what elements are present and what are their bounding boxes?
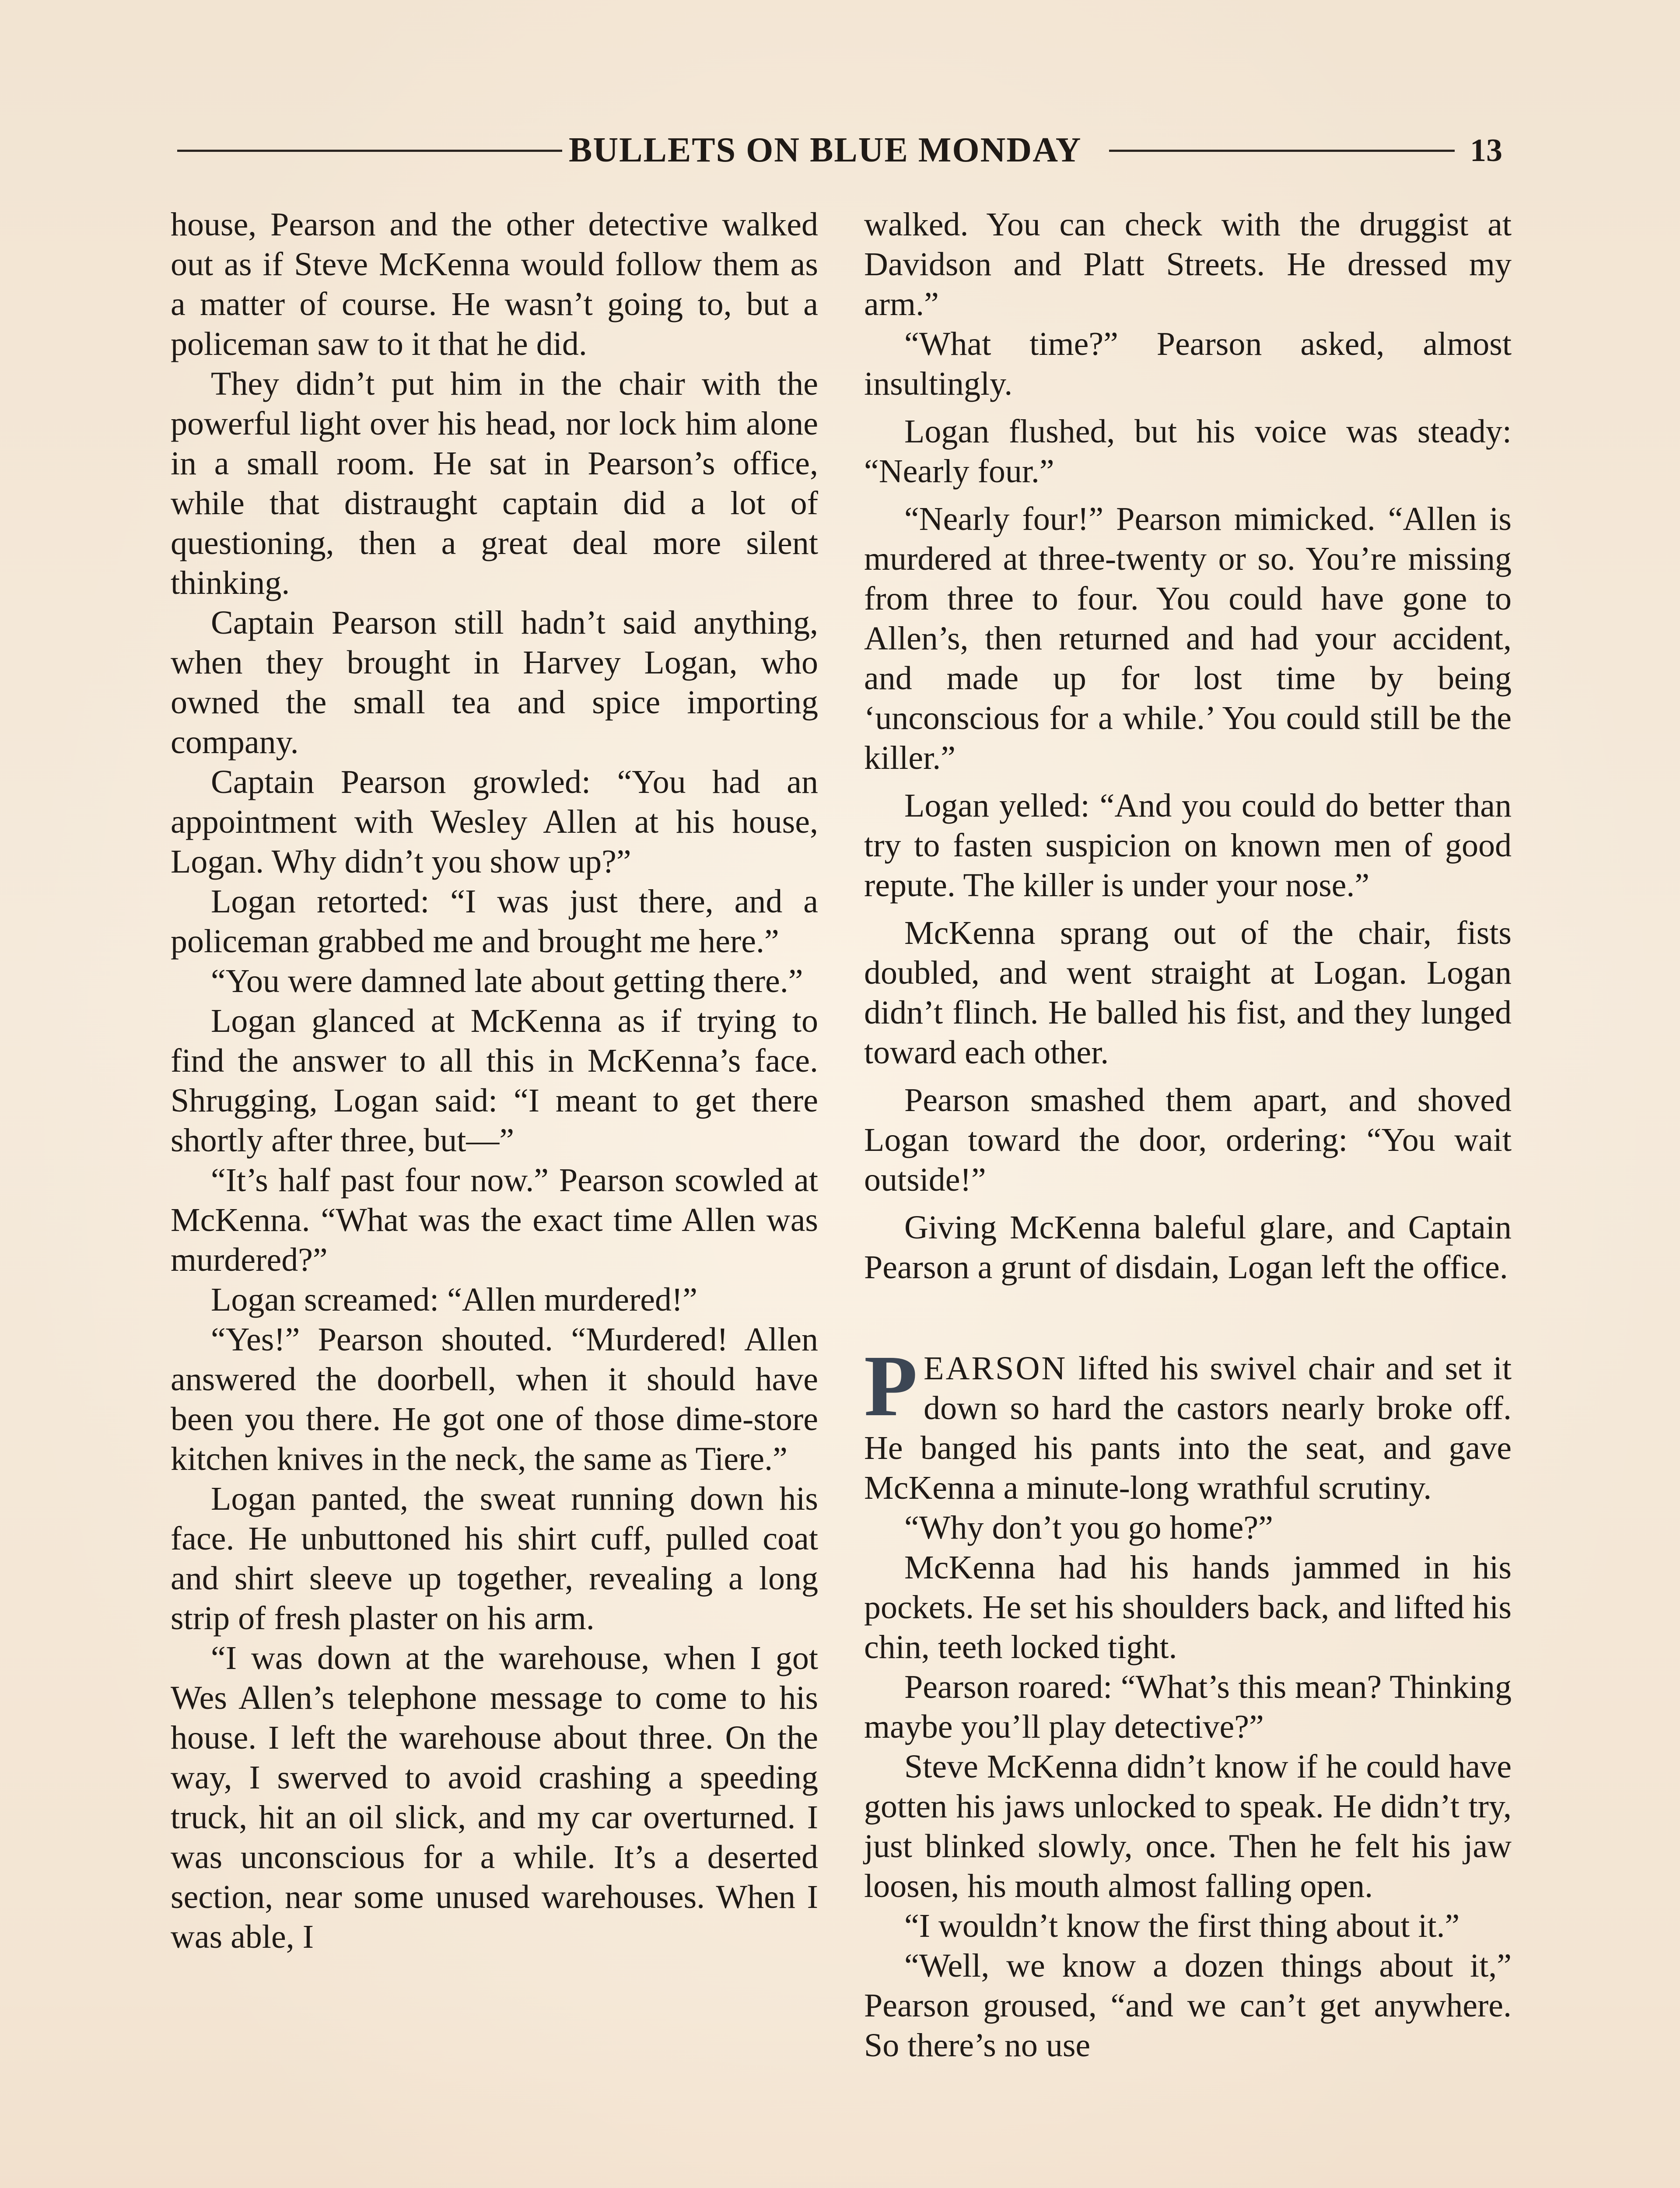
paragraph: “What time?” Pearson asked, almost insultingly. xyxy=(864,326,1512,402)
paragraph: Logan screamed: “Allen murdered!” xyxy=(211,1281,698,1318)
left-column xyxy=(171,205,818,1957)
paragraph: Captain Pearson still hadn’t said anything, when they brought in Harvey Logan, who owned the small tea and spice importing company. xyxy=(171,604,818,761)
paragraph-text: lifted his swivel chair and set it down so hard the castors nearly broke off. He banged his pants into the seat, and gave McKenna a minute-long wrathful scrutiny. xyxy=(864,1350,1512,1506)
header-rule-left xyxy=(177,150,562,152)
paragraph: Logan flushed, but his voice was steady: “Nearly four.” xyxy=(864,413,1512,490)
paragraph: “You were damned late about getting there.” xyxy=(211,963,803,999)
paragraph: walked. You can check with the druggist at Davidson and Platt Streets. He dressed my arm.” xyxy=(864,206,1512,323)
right-column xyxy=(864,205,1512,2065)
paragraph: Logan panted, the sweat running down his face. He unbuttoned his shirt cuff, pulled coat and shirt sleeve up together, revealing a long strip of fresh plaster on his arm. xyxy=(171,1480,818,1637)
section-break xyxy=(864,1338,1512,1508)
paragraph: McKenna had his hands jammed in his pockets. He set his shoulders back, and lifted his chin, teeth locked tight. xyxy=(864,1549,1512,1666)
paragraph: “Yes!” Pearson shouted. “Murdered! Allen answered the doorbell, when it should have been you there. He got one of those dime-store kitchen knives in the neck, the same as Tiere.” xyxy=(171,1321,818,1477)
paragraph: Logan retorted: “I was just there, and a policeman grabbed me and brought me here.” xyxy=(171,883,818,960)
paragraph: “Why don’t you go home?” xyxy=(904,1509,1273,1546)
paragraph: “Nearly four!” Pearson mimicked. “Allen is murdered at three-twenty or so. You’re missing from three to four. You could have gone to Allen’s, then returned and had your accident, and made up for lost time by being ‘unconscious for a while.’ You could still be the killer.” xyxy=(864,501,1512,776)
paragraph: Giving McKenna baleful glare, and Captain Pearson a grunt of disdain, Logan left the office. xyxy=(864,1209,1512,1286)
paragraph: Pearson smashed them apart, and shoved Logan toward the door, ordering: “You wait outside!” xyxy=(864,1082,1512,1198)
running-header xyxy=(177,130,1516,170)
paragraph: They didn’t put him in the chair with the powerful light over his head, nor lock him alone in a small room. He sat in Pearson’s office, while that distraught captain did a lot of questioning, then a great deal more silent thinking. xyxy=(171,365,818,601)
paragraph: “It’s half past four now.” Pearson scowled at McKenna. “What was the exact time Allen was murdered?” xyxy=(171,1162,818,1278)
paragraph: McKenna sprang out of the chair, fists doubled, and went straight at Logan. Logan didn’t flinch. He balled his fist, and they lunged toward each other. xyxy=(864,915,1512,1071)
paragraph: “I was down at the warehouse, when I got Wes Allen’s telephone message to come to his house. I left the warehouse about three. On the way, I swerved to avoid crashing a speeding truck, hit an oil slick, and my car overturned. I was unconscious for a while. It’s a deserted section, near some unused warehouses. When I was able, I xyxy=(171,1640,818,1955)
section-opening-paragraph xyxy=(864,1338,1512,1508)
paragraph: Logan glanced at McKenna as if trying to find the answer to all this in McKenna’s face. Shrugging, Logan said: “I meant to get there shortly after three, but—” xyxy=(171,1003,818,1159)
paragraph: Captain Pearson growled: “You had an appointment with Wesley Allen at his house, Logan. Why didn’t you show up?” xyxy=(171,764,818,880)
story-title: BULLETS ON BLUE MONDAY xyxy=(569,131,1082,169)
paragraph: Pearson roared: “What’s this mean? Thinking maybe you’ll play detective?” xyxy=(864,1669,1512,1745)
drop-cap: P xyxy=(864,1338,918,1434)
paragraph: “Well, we know a dozen things about it,” Pearson groused, “and we can’t get anywhere. So there’s no use xyxy=(864,1947,1512,2064)
paragraph: house, Pearson and the other detective walked out as if Steve McKenna would follow them as a matter of course. He wasn’t going to, but a policeman saw to it that he did. xyxy=(171,206,818,362)
header-rule-right xyxy=(1109,150,1455,152)
paragraph: “I wouldn’t know the first thing about it.” xyxy=(904,1907,1460,1944)
paragraph: Steve McKenna didn’t know if he could have gotten his jaws unlocked to speak. He didn’t try, just blinked slowly, once. Then he felt his jaw loosen, his mouth almost falling open. xyxy=(864,1748,1512,1904)
paragraph: Logan yelled: “And you could do better than try to fasten suspicion on known men of good repute. The killer is under your nose.” xyxy=(864,787,1512,904)
page-number: 13 xyxy=(1470,133,1502,168)
drop-cap-word-rest: EARSON xyxy=(924,1350,1068,1387)
